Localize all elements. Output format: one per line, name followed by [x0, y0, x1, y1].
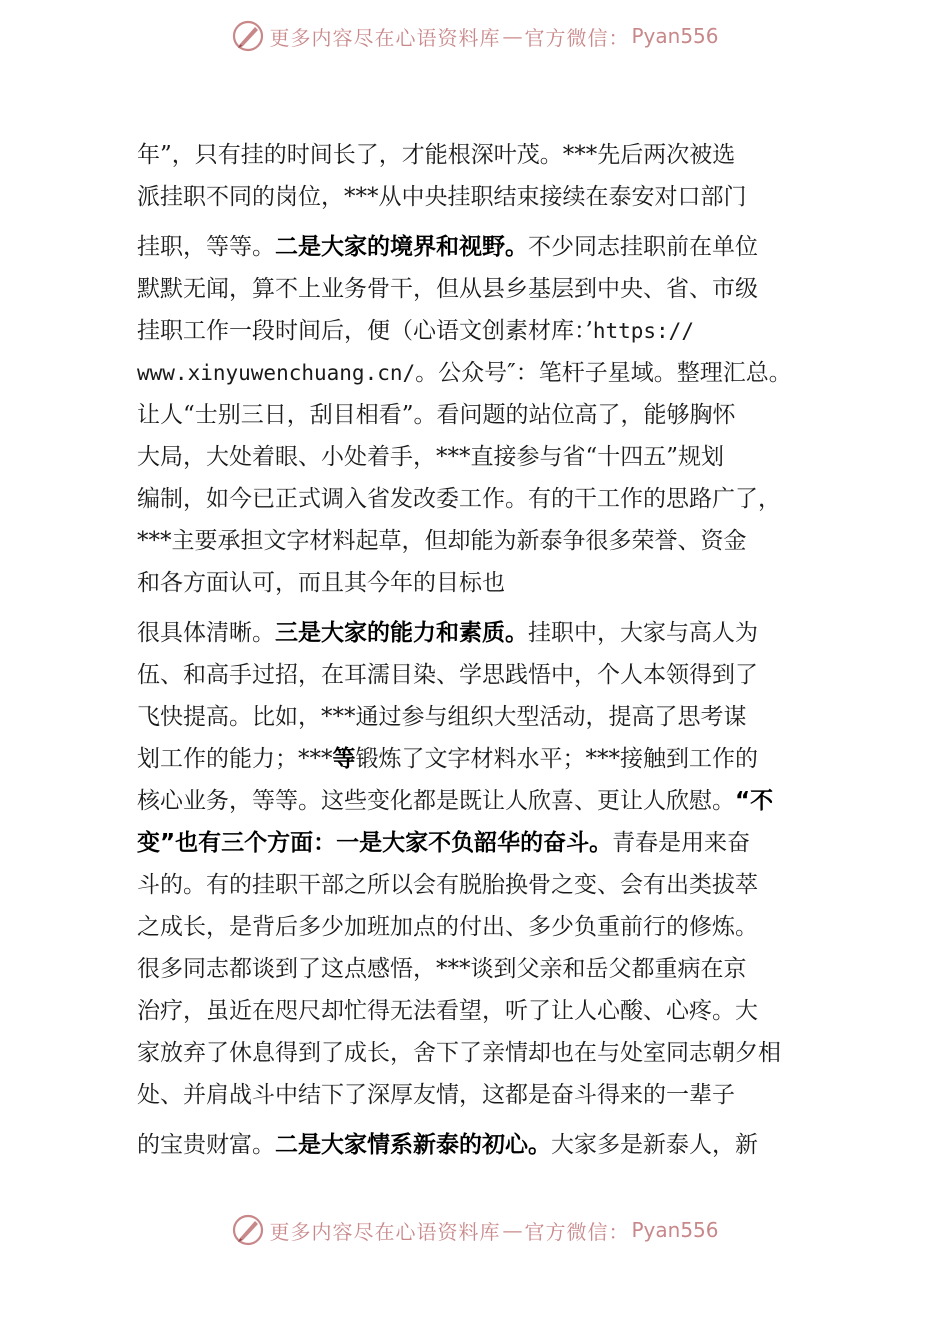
text-line	[137, 660, 758, 690]
text-line	[137, 568, 505, 598]
text-line	[137, 316, 694, 346]
body-text: 处、并肩战斗中结下了深厚友情，这都是奋斗得来的一辈子	[137, 1082, 735, 1108]
bold-heading-text: 二是大家的境界和视野。	[275, 234, 528, 260]
body-text: 伍、和高手过招，在耳濡目染、学思践悟中，个人本领得到了	[137, 662, 758, 688]
body-text: 和各方面认可，而且其今年的目标也	[137, 570, 505, 596]
body-text: www.xinyuwenchuang.cn/	[137, 361, 416, 385]
text-line	[137, 870, 758, 900]
text-line	[137, 744, 758, 774]
body-text: 挂职工作一段时间后，便（心语文创素材库：’	[137, 318, 593, 344]
body-text: 挂职中，大家与高人为	[528, 620, 758, 646]
bold-heading-text: 变”也有三个方面：一是大家不负韶华的奋斗。	[137, 830, 613, 856]
body-text: 挂职，等等。	[137, 234, 275, 260]
watermark-separator: —	[502, 1218, 523, 1242]
watermark-handle: Pyan556	[631, 1218, 719, 1242]
bold-heading-text: 等	[332, 746, 356, 772]
body-text: 青春是用来奋	[612, 830, 751, 856]
body-text: 家放弃了休息得到了成长，舍下了亲情却也在与处室同志朝夕相	[137, 1040, 781, 1066]
watermark-wechat-label: 官方微信：	[524, 25, 630, 50]
watermark-separator: —	[502, 24, 523, 48]
body-text: 默默无闻，算不上业务骨干，但从县乡基层到中央、省、市级	[137, 276, 758, 302]
watermark-wechat-label: 官方微信：	[524, 1219, 630, 1244]
text-line	[137, 786, 773, 816]
body-text: 不少同志挂职前在单位	[528, 234, 758, 260]
body-text: 年”，只有挂的时间长了，才能根深叶茂。***先后两次被选	[137, 142, 736, 168]
pen-logo-icon	[231, 1213, 265, 1247]
watermark-handle: Pyan556	[631, 24, 719, 48]
text-line	[137, 140, 735, 170]
body-text: 很具体清晰。	[137, 620, 275, 646]
body-text: 的宝贵财富。	[137, 1132, 275, 1158]
text-line	[137, 1038, 781, 1068]
watermark-site-name: 更多内容尽在心语资料库	[269, 1219, 501, 1244]
text-line	[137, 484, 781, 514]
watermark-site-name: 更多内容尽在心语资料库	[269, 25, 501, 50]
body-text: 编制，如今已正式调入省发改委工作。有的干工作的思路广了，	[137, 486, 781, 512]
body-text: 之成长，是背后多少加班加点的付出、多少负重前行的修炼。	[137, 914, 758, 940]
text-line	[137, 954, 747, 984]
body-text: 锻炼了文字材料水平；***接触到工作的	[355, 746, 758, 772]
bold-heading-text: 三是大家的能力和素质。	[275, 620, 528, 646]
text-line	[137, 912, 758, 942]
body-text: 。公众号″：笔杆子星域。整理汇总。	[415, 360, 792, 386]
body-text: https://	[592, 319, 694, 343]
body-text: 斗的。有的挂职干部之所以会有脱胎换骨之变、会有出类拔萃	[137, 872, 758, 898]
body-text: 大家多是新泰人，新	[551, 1132, 758, 1158]
body-text: 飞快提高。比如，***通过参与组织大型活动，提高了思考谋	[137, 704, 747, 730]
text-line	[137, 442, 724, 472]
text-line	[137, 996, 758, 1026]
text-line	[137, 358, 792, 388]
body-text: 让人“士别三日，刮目相看”。看问题的站位高了，能够胸怀	[137, 402, 736, 428]
body-text: 划工作的能力；***	[137, 746, 333, 772]
text-line	[137, 400, 736, 430]
pen-logo-icon	[231, 19, 265, 53]
watermark-footer	[0, 1208, 950, 1252]
bold-heading-text: 二是大家情系新泰的初心。	[275, 1132, 551, 1158]
text-line	[137, 182, 747, 212]
text-line	[137, 274, 758, 304]
bold-heading-text: “不	[735, 788, 774, 814]
watermark-header	[0, 14, 950, 58]
body-text: ***主要承担文字材料起草，但却能为新泰争很多荣誉、资金	[137, 528, 747, 554]
body-text: 派挂职不同的岗位，***从中央挂职结束接续在泰安对口部门	[137, 184, 747, 210]
body-text: 治疗，虽近在咫尺却忙得无法看望，听了让人心酸、心疼。大	[137, 998, 758, 1024]
body-text: 核心业务，等等。这些变化都是既让人欣喜、更让人欣慰。	[137, 788, 735, 814]
text-line	[137, 232, 758, 262]
text-line	[137, 618, 758, 648]
text-line	[137, 828, 750, 858]
text-line	[137, 1130, 758, 1160]
body-text: 很多同志都谈到了这点感悟，***谈到父亲和岳父都重病在京	[137, 956, 747, 982]
text-line	[137, 526, 747, 556]
text-line	[137, 1080, 735, 1110]
text-line	[137, 702, 747, 732]
body-text: 大局，大处着眼、小处着手，***直接参与省“十四五”规划	[137, 444, 725, 470]
